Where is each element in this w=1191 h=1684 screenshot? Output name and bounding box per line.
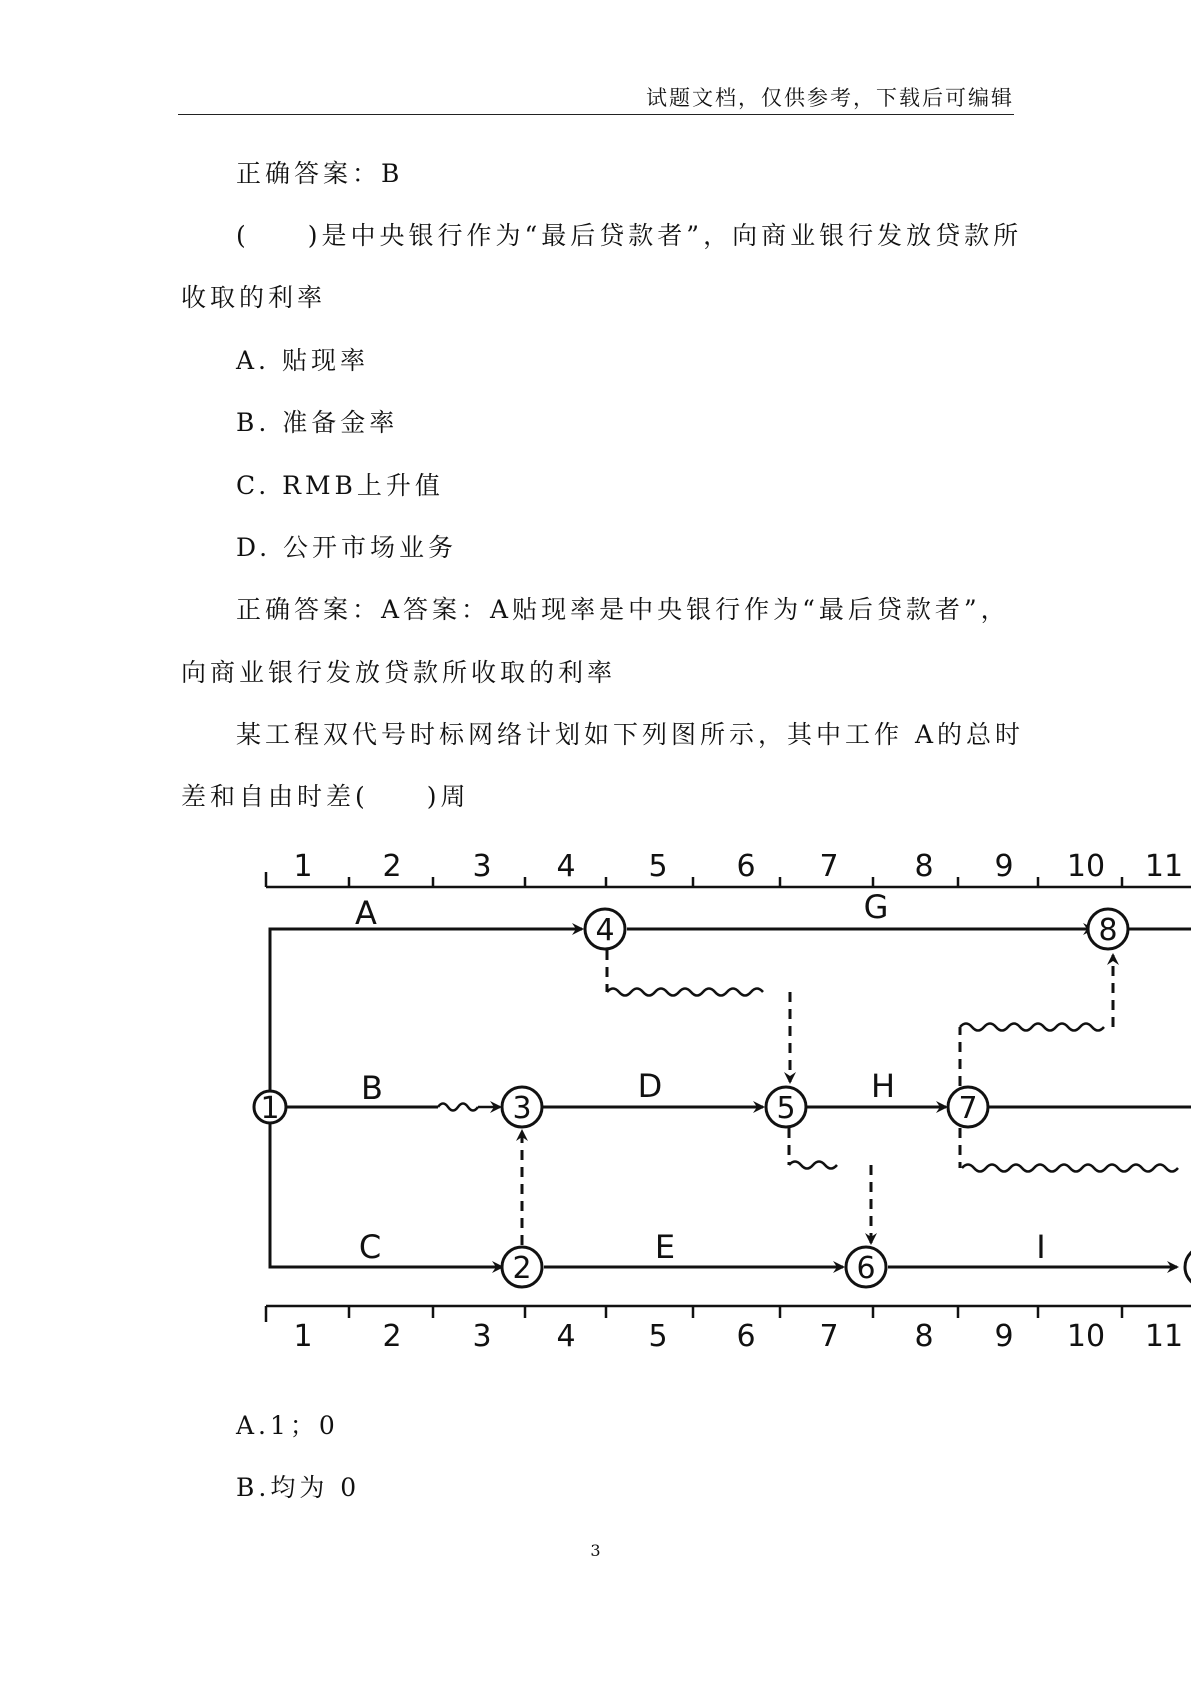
top-scale-label: 11 xyxy=(1144,849,1184,884)
activity-label: C xyxy=(358,1228,382,1266)
activity-label: E xyxy=(654,1228,676,1266)
top-time-scale xyxy=(266,872,1191,887)
top-scale-label: 4 xyxy=(556,849,576,884)
answer-line-2-cont: 向商业银行发放贷款所收取的利率 xyxy=(181,658,617,687)
option-a: A. 贴现率 xyxy=(236,346,369,375)
top-scale-label: 10 xyxy=(1066,849,1106,884)
node-labels xyxy=(260,913,1117,1286)
bottom-scale-label: 3 xyxy=(472,1319,492,1354)
network-diagram xyxy=(0,830,1191,1370)
bottom-scale-labels xyxy=(293,1319,1183,1354)
wavy-5-6 xyxy=(789,1162,837,1169)
activity-label: A xyxy=(355,894,377,932)
top-scale-label: 5 xyxy=(648,849,668,884)
answer-option-a: A.1；0 xyxy=(236,1411,339,1440)
top-scale-label: 6 xyxy=(736,849,756,884)
question-2-line-2: 收取的利率 xyxy=(181,283,327,312)
question-3-line-1: 某工程双代号时标网络计划如下列图所示，其中工作 A的总时 xyxy=(236,720,1025,749)
bottom-scale-label: 7 xyxy=(819,1319,839,1354)
option-b: B. 准备金率 xyxy=(236,408,399,437)
top-scale-labels xyxy=(293,849,1183,884)
bottom-scale-label: 2 xyxy=(382,1319,402,1354)
bottom-scale-label: 10 xyxy=(1066,1319,1106,1354)
option-d: D. 公开市场业务 xyxy=(236,533,458,562)
bottom-scale-label: 1 xyxy=(293,1319,313,1354)
activity-labels xyxy=(355,888,1046,1266)
node-label: 7 xyxy=(958,1091,978,1126)
node-label: 4 xyxy=(595,913,615,948)
node-label: 8 xyxy=(1098,913,1118,948)
option-c: C. RMB上升值 xyxy=(236,471,444,500)
top-scale-label: 7 xyxy=(819,849,839,884)
node-label: 1 xyxy=(260,1091,280,1126)
activity-label: H xyxy=(870,1067,896,1105)
activity-label: D xyxy=(637,1067,663,1105)
page-number: 3 xyxy=(590,1541,601,1560)
answer-line-1: 正确答案：B xyxy=(236,159,404,188)
question-2-line-1: ( )是中央银行作为“最后贷款者”，向商业银行发放贷款所 xyxy=(236,221,1023,250)
page-header: 试题文档，仅供参考，下载后可编辑 xyxy=(646,86,1014,110)
bottom-scale-label: 8 xyxy=(914,1319,934,1354)
bottom-scale-label: 5 xyxy=(648,1319,668,1354)
bottom-scale-label: 6 xyxy=(736,1319,756,1354)
activity-label: I xyxy=(1036,1228,1046,1266)
wavy-7-out xyxy=(962,1165,1178,1172)
node-9-circle xyxy=(1185,1247,1191,1287)
answer-line-2: 正确答案：A答案：A贴现率是中央银行作为“最后贷款者”， xyxy=(236,595,1010,624)
header-divider xyxy=(178,114,1014,115)
node-label: 6 xyxy=(856,1251,876,1286)
bottom-scale-label: 4 xyxy=(556,1319,576,1354)
node-label: 2 xyxy=(512,1251,532,1286)
bottom-scale-label: 11 xyxy=(1144,1319,1184,1354)
activity-c-arrow xyxy=(270,1107,502,1267)
wavy-7-8 xyxy=(960,1024,1104,1031)
node-label: 5 xyxy=(776,1091,796,1126)
free-float-wavy-lines xyxy=(438,989,1178,1172)
activity-a-arrow xyxy=(270,929,582,1107)
activity-label: G xyxy=(863,888,889,926)
node-circles xyxy=(254,909,1191,1287)
dummy-dashed-arrows xyxy=(522,950,1113,1245)
top-scale-label: 3 xyxy=(472,849,492,884)
top-scale-label: 9 xyxy=(994,849,1014,884)
b-wavy-line xyxy=(438,1104,478,1111)
bottom-scale-label: 9 xyxy=(994,1319,1014,1354)
answer-option-b: B.均为 0 xyxy=(236,1473,361,1502)
bottom-time-scale xyxy=(266,1306,1191,1322)
activity-label: B xyxy=(361,1069,383,1107)
wavy-4-5 xyxy=(607,989,763,996)
node-label: 3 xyxy=(512,1091,532,1126)
question-3-line-2: 差和自由时差( )周 xyxy=(181,782,470,811)
top-scale-label: 1 xyxy=(293,849,313,884)
top-scale-label: 8 xyxy=(914,849,934,884)
top-scale-label: 2 xyxy=(382,849,402,884)
solid-activity-arrows xyxy=(270,929,1191,1267)
